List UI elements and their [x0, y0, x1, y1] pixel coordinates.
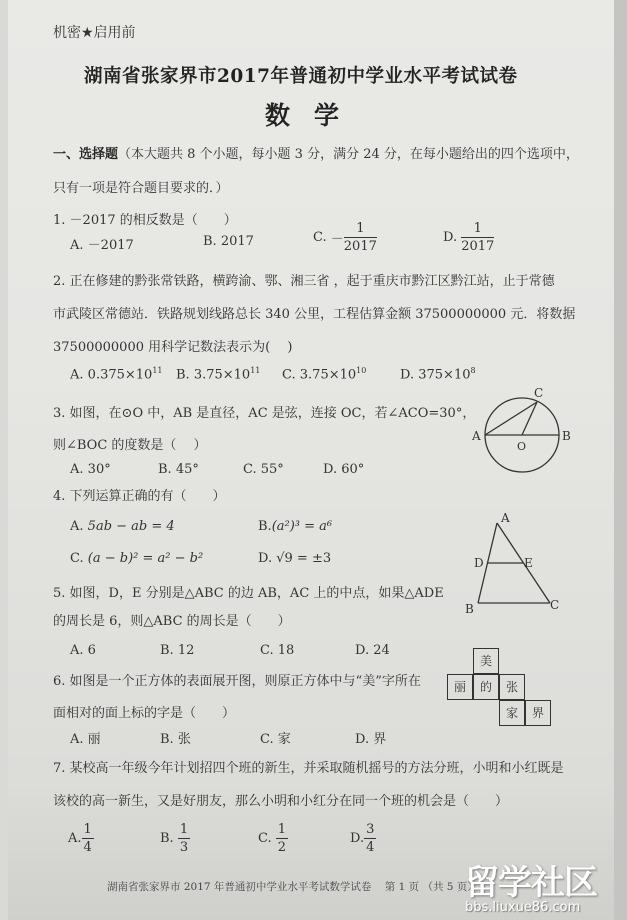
q6-option-b[interactable]: B. 张 — [160, 732, 191, 747]
question-5-stem-line2: 的周长是 6，则△ABC 的周长是（ ） — [53, 614, 291, 629]
q5-option-c[interactable]: C. 18 — [260, 643, 295, 658]
question-2-stem-line1: 2. 正在修建的黔张常铁路，横跨渝、鄂、湘三省 ，起于重庆市黔江区黔江站，止于常德 — [53, 274, 555, 289]
q5-option-b[interactable]: B. 12 — [160, 643, 195, 658]
q1-option-c[interactable]: C. － $\frac{1}{2017}$ — [313, 221, 377, 254]
point-d-label: D — [474, 556, 484, 570]
question-2-stem-line3: 37500000000 用科学记数法表示为( ) — [53, 340, 293, 355]
confidential-label: 机密★启用前 — [53, 25, 136, 41]
question-5-stem-line1: 5. 如图，D，E 分别是△ABC 的边 AB，AC 上的中点，如果△ADE — [53, 586, 444, 601]
q3-option-b[interactable]: B. 45° — [158, 462, 199, 477]
q2-option-d[interactable]: D. $375\times 10^8$ — [400, 366, 476, 383]
q4-option-b[interactable]: B.(a²)³ = a⁶ — [258, 519, 333, 534]
point-e-label: E — [524, 556, 533, 570]
q7-option-a[interactable]: A. $\frac{1}{4}$ — [68, 822, 92, 855]
circle-diagram — [470, 385, 580, 485]
q4-option-c[interactable]: C. (a − b)² = a² − b² — [70, 551, 204, 566]
triangle-diagram — [455, 505, 575, 615]
q2-option-c[interactable]: C. $3.75\times 10^{10}$ — [282, 366, 367, 383]
point-b-label: B — [562, 429, 571, 443]
question-3-stem-line2: 则∠BOC 的度数是（ ） — [53, 438, 207, 453]
q1-option-a[interactable]: A. －2017 — [70, 238, 134, 253]
q4-option-a[interactable]: A. 5ab − ab = 4 — [70, 519, 175, 534]
q4-option-d[interactable]: D. √9 = ±3 — [258, 551, 332, 566]
q2-option-b[interactable]: B. $3.75\times 10^{11}$ — [176, 366, 261, 383]
section-instructions: （本大题共 8 个小题，每小题 3 分，满分 24 分，在每小题给出的四个选项中， — [118, 147, 579, 162]
page-total: （共 5 页） — [422, 881, 478, 893]
q6-option-c[interactable]: C. 家 — [260, 732, 291, 747]
exam-title: 湖南省张家界市2017年普通初中学业水平考试试卷 — [84, 66, 518, 87]
q3-option-c[interactable]: C. 55° — [243, 462, 284, 477]
q5-option-a[interactable]: A. 6 — [70, 643, 96, 658]
q3-option-d[interactable]: D. 60° — [323, 462, 365, 477]
page-footer — [107, 879, 478, 894]
q6-option-d[interactable]: D. 界 — [355, 732, 387, 747]
section-instructions-cont: 只有一项是符合题目要求的．） — [53, 181, 229, 196]
section-header — [53, 143, 579, 162]
q1-option-d[interactable]: D. $\frac{1}{2017}$ — [443, 221, 495, 254]
question-3-stem-line1: 3. 如图，在⊙O 中，AB 是直径，AC 是弦，连接 OC，若∠ACO=30°， — [53, 406, 476, 421]
page-number: 第 1 页 — [384, 881, 420, 893]
footer-title: 湖南省张家界市 2017 年普通初中学业水平考试数学试卷 — [107, 881, 372, 893]
q2-option-a[interactable]: A. $0.375\times 10^{11}$ — [70, 366, 163, 383]
q1-option-b[interactable]: B. 2017 — [203, 234, 254, 249]
question-7-stem-line2: 该校的高一新生，又是好朋友，那么小明和小红分在同一个班的机会是（ ） — [53, 794, 509, 809]
net-cell-de: 的 — [473, 674, 499, 700]
net-cell-jie: 界 — [525, 700, 551, 726]
question-1-stem: 1. －2017 的相反数是（ ） — [53, 213, 237, 228]
question-6-stem-line2: 面相对的面上标的字是（ ） — [53, 706, 236, 721]
net-cell-zhang: 张 — [499, 674, 525, 700]
net-cell-li: 丽 — [447, 674, 473, 700]
watermark-url[interactable]: bbs.liuxue86.com — [465, 900, 581, 915]
net-cell-mei: 美 — [473, 648, 499, 674]
point-a-label: A — [472, 429, 481, 443]
subject-title: 数学 — [265, 101, 364, 130]
question-4-stem: 4. 下列运算正确的有（ ） — [53, 489, 226, 504]
net-cell-jia: 家 — [499, 700, 525, 726]
center-o-label: O — [517, 440, 527, 453]
q7-option-c[interactable]: C. $\frac{1}{2}$ — [258, 822, 287, 855]
question-7-stem-line1: 7. 某校高一年级今年计划招四个班的新生，并采取随机摇号的方法分班，小明和小红既是 — [53, 761, 564, 776]
q5-option-d[interactable]: D. 24 — [355, 643, 390, 658]
question-6-stem-line1: 6. 如图是一个正方体的表面展开图，则原正方体中与“美”字所在 — [53, 674, 421, 689]
watermark — [465, 855, 597, 915]
q6-option-a[interactable]: A. 丽 — [70, 732, 101, 747]
q3-option-a[interactable]: A. 30° — [70, 462, 111, 477]
vertex-b-label: B — [465, 602, 474, 615]
point-c-label: C — [534, 386, 544, 400]
vertex-c-label: C — [550, 598, 560, 612]
q7-option-d[interactable]: D. $\frac{3}{4}$ — [350, 822, 375, 855]
page-edge — [614, 0, 627, 920]
section-heading: 一、选择题 — [53, 147, 119, 162]
question-2-stem-line2: 市武陵区常德站．铁路规划线路总长 340 公里，工程估算金额 37500000000 元．将数据 — [53, 307, 576, 322]
watermark-brand: 留学社区 — [465, 863, 597, 903]
vertex-a-label: A — [501, 511, 510, 525]
q7-option-b[interactable]: B. $\frac{1}{3}$ — [160, 822, 189, 855]
